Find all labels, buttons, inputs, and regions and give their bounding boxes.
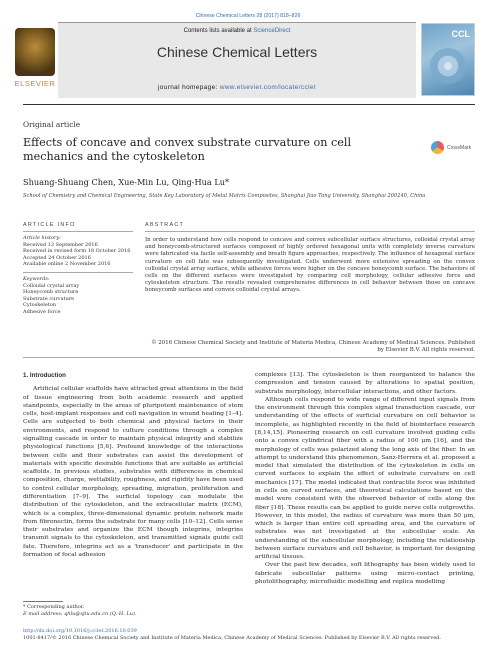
body-left-column [23, 372, 243, 559]
cover-label: CCL [451, 29, 470, 39]
article-info-rule [23, 231, 133, 232]
issn-line: 1001-8417/© 2016 Chinese Chemical Society and Institute of Materia Medica, Chinese Academy of Medical Sciences. Published by Elsevier B.V. All rights reserved. [23, 635, 441, 641]
body-right-column [255, 371, 475, 586]
article-info-heading: ARTICLE INFO [23, 222, 76, 228]
body-paragraph: complexes [13]. The cytoskeleton is then reorganized to balance the compression and tension caused by alterations to spatial position, substrate morphology, intercellular interactions, and other factors. [255, 371, 475, 395]
history-label: Article history: [23, 235, 61, 241]
journal-cover-image [421, 23, 475, 96]
crossmark-icon [431, 141, 444, 154]
doi-link[interactable]: http://dx.doi.org/10.1016/j.cclet.2016.10.039 [23, 628, 137, 634]
sciencedirect-link[interactable]: ScienceDirect [253, 28, 291, 34]
keyword-list [23, 276, 133, 316]
author-list: Shuang-Shuang Chen, Xue-Min Lu, Qing-Hua Lu* [23, 177, 230, 187]
publisher-name: ELSEVIER [14, 79, 56, 88]
abstract-rule [145, 231, 475, 232]
body-paragraph: Over the past few decades, soft lithography has been widely used to fabricate subcellular patterns using micro-contact printing, photolithography, microfluidic modelling and replica modelling [255, 561, 475, 586]
abstract-bottom-rule [23, 357, 475, 358]
contents-prefix: Contents lists available at [183, 28, 254, 34]
keyword-item: Adhesive force [23, 308, 61, 315]
header-divider [23, 104, 475, 105]
journal-reference: Chinese Chemical Letters 28 (2017) 818–826 [195, 13, 301, 19]
keywords-rule [23, 272, 133, 273]
elsevier-logo [13, 24, 57, 94]
history-item: Received 13 September 2016 [23, 241, 98, 248]
body-paragraph: Although cells respond to wide range of different input signals from the environment through this complex signal transduction cascade, our understanding of the effects of surficial curvature on cell behavior is incomplete, as highlighted recently in the field of biointerface research [8,14,15]. Pioneering research on cell curvature involved guiding cells onto a convex cylindrical fiber with a radius of 100 μm [16], and the morphology of cells was polarized along the long axis of the fiber. In an attempt to understand this phenomenon, Sanz-Herrera et al. proposed a model that simulated the distribution of the cytoskeleton in cells on curved surfaces to explain the effect of substrate curvature on cell mechanics [17]. The model indicated that contractile force was inhibited in cells on curved surfaces, and theoretical calculations based on the model were consistent with the observed behavior of cells along the fiber [18]. These results can be applied to guide nerve cells outgrowths. However, in this model, the radius of curvature was more than 50 μm, which is larger than entire cell spreading area, and the curvature of substrates was not investigated at the subcellular scale. An understanding of the subcellular morphology, including the relationship between surface curvature and cell behavior, is important for designing artificial tissues. [255, 395, 475, 561]
cover-art [430, 48, 466, 84]
email-note: E-mail address: qhlu@sjtu.edu.cn (Q.-H. Lu). [23, 611, 137, 617]
history-item: Available online 2 November 2016 [23, 261, 111, 268]
abstract-copyright: © 2016 Chinese Chemical Society and Institute of Materia Medica, Chinese Academy of Medical Sciences. Published by Elsevier B.V. All rights reserved. [151, 340, 475, 354]
corresponding-author-note: * Corresponding author. [23, 604, 85, 610]
affiliation: School of Chemistry and Chemical Engineering, State Key Laboratory of Metal Matrix Composites, Shanghai Jiao Tong University, Shanghai 200240, China [23, 193, 426, 199]
article-type: Original article [23, 120, 81, 129]
journal-title: Chinese Chemical Letters [156, 44, 318, 60]
history-item: Received in revised form 18 October 2016 [23, 248, 131, 255]
homepage-prefix: journal homepage: [157, 84, 220, 91]
crossmark-badge[interactable] [431, 141, 471, 154]
article-history [23, 235, 133, 268]
contents-line [58, 28, 416, 34]
abstract-text: In order to understand how cells respond to concave and convex subcellular surface structures, colloidal crystal array and honeycomb-structured surfaces composed of highly ordered hexagonal units with completely inverse curvature were fabricated via facile self-assembly and breath figure approaches, respectively. The influence of hexagonal surface curvature on cell fate was subsequently investigated. Cells underwent more extensive spreading on the convex colloidal crystal array surface, while adhesive forces were higher on the concave honeycomb surface. The behaviors of cells on the different surfaces were investigated by comparing cell morphology, cellular adhesive force and cytoskeleton structure. The results revealed comprehensive differences in cell behavior between those on concave honeycomb surfaces and convex colloidal crystal arrays. [145, 237, 475, 294]
history-item: Accepted 24 October 2016 [23, 254, 91, 261]
elsevier-tree-icon [15, 28, 55, 76]
keyword-item: Substrate curvature [23, 295, 75, 302]
keywords-label: Keywords: [23, 276, 50, 282]
keyword-item: Honeycomb structure [23, 289, 79, 296]
keyword-item: Colloidal crystal array [23, 282, 80, 289]
article-title: Effects of concave and convex substrate curvature on cell mechanics and the cytoskeleton [23, 136, 352, 163]
footnote-rule [23, 601, 63, 602]
keyword-item: Cytoskeleton [23, 302, 57, 309]
introduction-heading: 1. Introduction [23, 372, 66, 379]
crossmark-label: CrossMark [447, 144, 472, 151]
abstract-heading: ABSTRACT [145, 222, 185, 228]
homepage-link[interactable]: www.elsevier.com/locate/cclet [219, 84, 317, 91]
homepage-line [58, 84, 416, 91]
body-paragraph: Artificial cellular scaffolds have attracted great attentions in the field of tissue engineering from both academic research and applied standpoints, especially in the areas of pluripotent maintenance of stem cells, host-implant responses and cell navigation in wound healing [1–4]. Cells are subjected to both chemical and physical factors in their environments, and respond to culture conditions through a complex signalling cascade in order to maintain physical integrity and stabilize physiological functions [5,6]. Profound knowledge of the interactions between cells and their substrates can assist the development of materials with specific desirable functions that are suitable as artificial scaffolds. In previous studies, substrates with differences in chemical composition, charge, wettability, roughness, and rigidity have been used to control cellular morphology, spreading, migration, proliferation and differentiation [7–9]. The surficial topology can modulate the distribution of the cytoskeleton, and the extracellular matrix (ECM), which is a complex, three-dimensional dynamic protein network made from fibronectin, forms the substrate for many cells [10–12]. Cells sense their substrates and organize the ECM though integrins, integrins transmit signals to the cytoskeleton, and transmitted signals guide cell fate. Therefore, integrins act as a 'transducer' and participate in the formation of focal adhesion [23, 385, 243, 558]
